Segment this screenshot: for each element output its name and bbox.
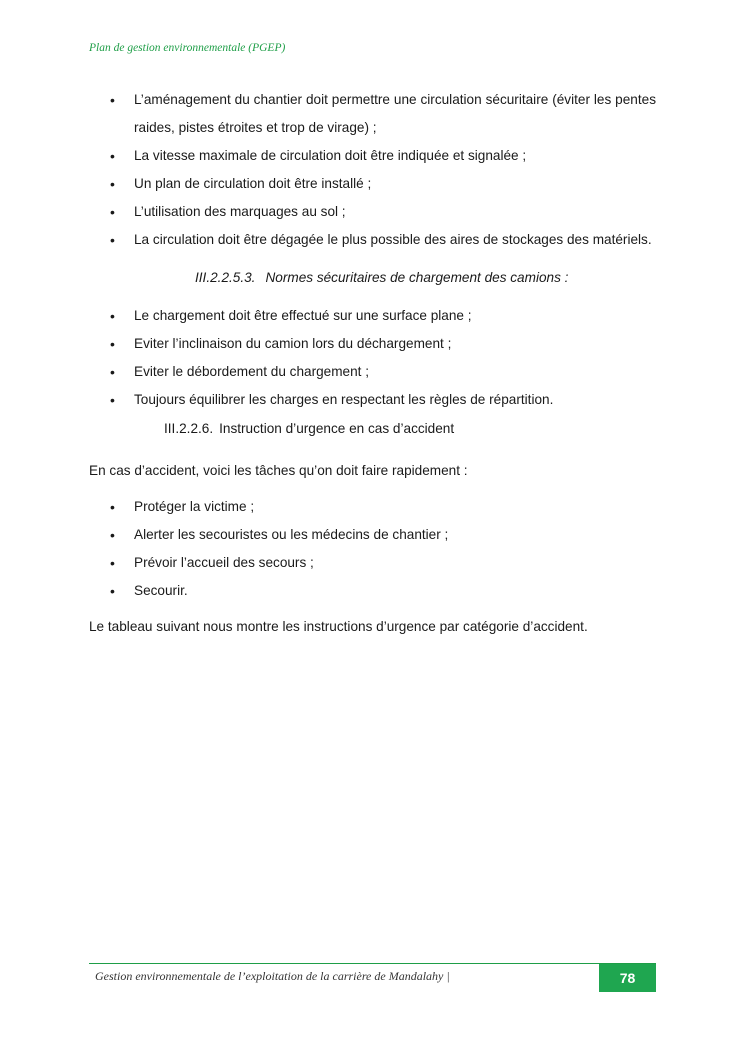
- closing-paragraph: Le tableau suivant nous montre les instructions d’urgence par catégorie d’accident.: [89, 619, 588, 634]
- list-item: • La circulation doit être dégagée le plus possible des aires de stockages des matériels.: [89, 226, 656, 254]
- urgence-bullet-list: [89, 493, 656, 605]
- section-title: Normes sécuritaires de chargement des camions :: [265, 270, 569, 285]
- page-number-badge: 78: [599, 964, 656, 992]
- circulation-bullet-list: [89, 86, 656, 254]
- list-item: • Le chargement doit être effectué sur une surface plane ;: [89, 302, 656, 330]
- footer-text: Gestion environnementale de l’exploitation de la carrière de Mandalahy |: [95, 969, 450, 983]
- section-number: III.2.2.5.3.: [195, 270, 256, 285]
- list-item: • L’aménagement du chantier doit permettre une circulation sécuritaire (éviter les pentes raides, pistes étroites et trop de virage) ;: [89, 86, 656, 142]
- section-heading-chargement: [89, 264, 656, 292]
- list-item: • Eviter le débordement du chargement ;: [89, 358, 656, 386]
- list-item: • Eviter l’inclinaison du camion lors du déchargement ;: [89, 330, 656, 358]
- page-header-title: Plan de gestion environnementale (PGEP): [89, 42, 286, 54]
- page-footer: [89, 963, 656, 992]
- section-title: Instruction d’urgence en cas d’accident: [219, 421, 455, 436]
- list-item: • Prévoir l’accueil des secours ;: [89, 549, 656, 577]
- urgence-intro-paragraph: En cas d’accident, voici les tâches qu’on doit faire rapidement :: [89, 463, 468, 478]
- document-body: [89, 86, 656, 641]
- list-item: • Toujours équilibrer les charges en respectant les règles de répartition.: [89, 386, 656, 414]
- list-item: • La vitesse maximale de circulation doit être indiquée et signalée ;: [89, 142, 656, 170]
- list-item: • Alerter les secouristes ou les médecins de chantier ;: [89, 521, 656, 549]
- list-item: • Un plan de circulation doit être installé ;: [89, 170, 656, 198]
- list-item: • L’utilisation des marquages au sol ;: [89, 198, 656, 226]
- section-number: III.2.2.6.: [164, 421, 214, 436]
- section-heading-urgence: [89, 415, 656, 443]
- chargement-bullet-list: [89, 302, 656, 414]
- list-item: • Secourir.: [89, 577, 656, 605]
- list-item: • Protéger la victime ;: [89, 493, 656, 521]
